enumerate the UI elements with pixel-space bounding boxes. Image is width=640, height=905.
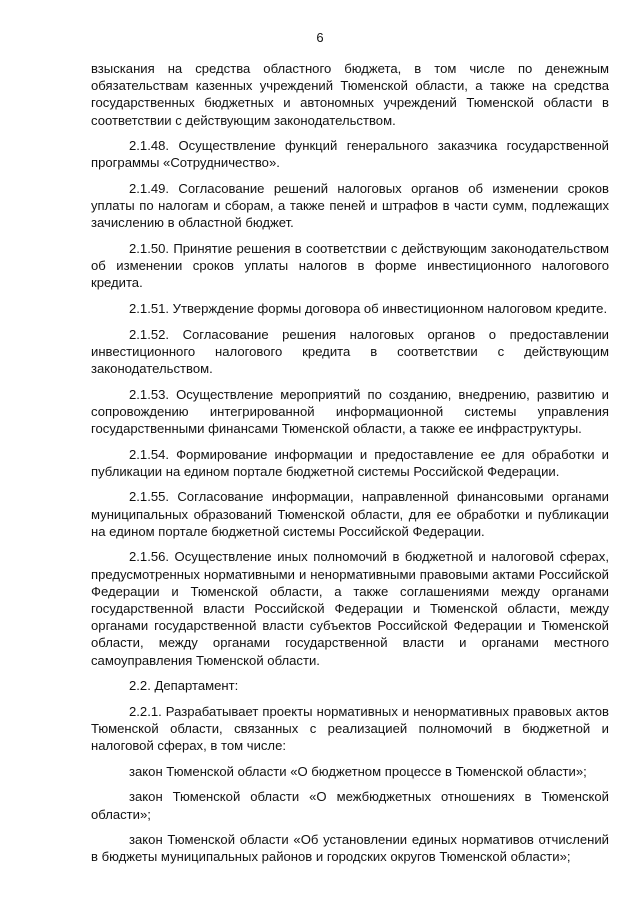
- paragraph-2-1-53: 2.1.53. Осуществление мероприятий по созданию, внедрению, развитию и сопровождению интегрированной информационной системы управления государственными финансами Тюменской области, а также ее инфраструктуры.: [91, 386, 609, 436]
- paragraph-2-1-49: 2.1.49. Согласование решений налоговых органов об изменении сроков уплаты по налогам и сборам, а также пеней и штрафов в части сумм, подлежащих зачислению в областной бюджет.: [91, 181, 609, 231]
- paragraph-2-2: 2.2. Департамент:: [129, 678, 239, 694]
- list-item-law-interbudget-relations: закон Тюменской области «О межбюджетных отношениях в Тюменской области»;: [91, 789, 609, 822]
- paragraph-2-1-48: 2.1.48. Осуществление функций генерального заказчика государственной программы «Сотрудничество».: [91, 138, 609, 171]
- paragraph-2-1-51: 2.1.51. Утверждение формы договора об инвестиционном налоговом кредите.: [129, 301, 608, 316]
- paragraph-2-2-1: 2.2.1. Разрабатывает проекты нормативных и ненормативных правовых актов Тюменской области, связанных с реализацией полномочий в бюджетной и налоговой сферах, в том числе:: [91, 703, 609, 754]
- paragraph-2-1-56: 2.1.56. Осуществление иных полномочий в бюджетной и налоговой сферах, предусмотренных нормативными и ненормативными правовыми актами Российской Федерации и Тюменской области, а также соглашениями между органами государственной власти Российской Федерации и Тюменской области, между органами государственной власти субъектов Российской Федерации и Тюменской области, между органами государственной власти и органами местного самоуправления Тюменской области.: [91, 549, 609, 668]
- paragraph-2-1-54: 2.1.54. Формирование информации и предоставление ее для обработки и публикации на едином портале бюджетной системы Российской Федерации.: [91, 446, 609, 479]
- paragraph-2-1-50: 2.1.50. Принятие решения в соответствии с действующим законодательством об изменении сроков уплаты налогов в форме инвестиционного налогового кредита.: [91, 241, 609, 291]
- list-item-law-deduction-norms: закон Тюменской области «Об установлении единых нормативов отчислений в бюджеты муниципальных районов и городских округов Тюменской области»;: [91, 832, 609, 865]
- paragraph-2-1-55: 2.1.55. Согласование информации, направленной финансовыми органами муниципальных образований Тюменской области, для ее обработки и публикации на едином портале бюджетной системы Российской Федерации.: [91, 489, 609, 539]
- page-number: 6: [316, 30, 324, 45]
- paragraph-2-1-52: 2.1.52. Согласование решения налоговых органов о предоставлении инвестиционного налогового кредита в соответствии с действующим законодательством.: [91, 326, 609, 376]
- list-item-law-budget-process: закон Тюменской области «О бюджетном процессе в Тюменской области»;: [129, 763, 587, 779]
- document-body: [91, 60, 609, 874]
- paragraph-continuation: взыскания на средства областного бюджета, в том числе по денежным обязательствам казенных учреждений Тюменской области, а также на средства государственных бюджетных и автономных учреждений Тюменской области в соответствии с действующим законодательством.: [91, 61, 609, 128]
